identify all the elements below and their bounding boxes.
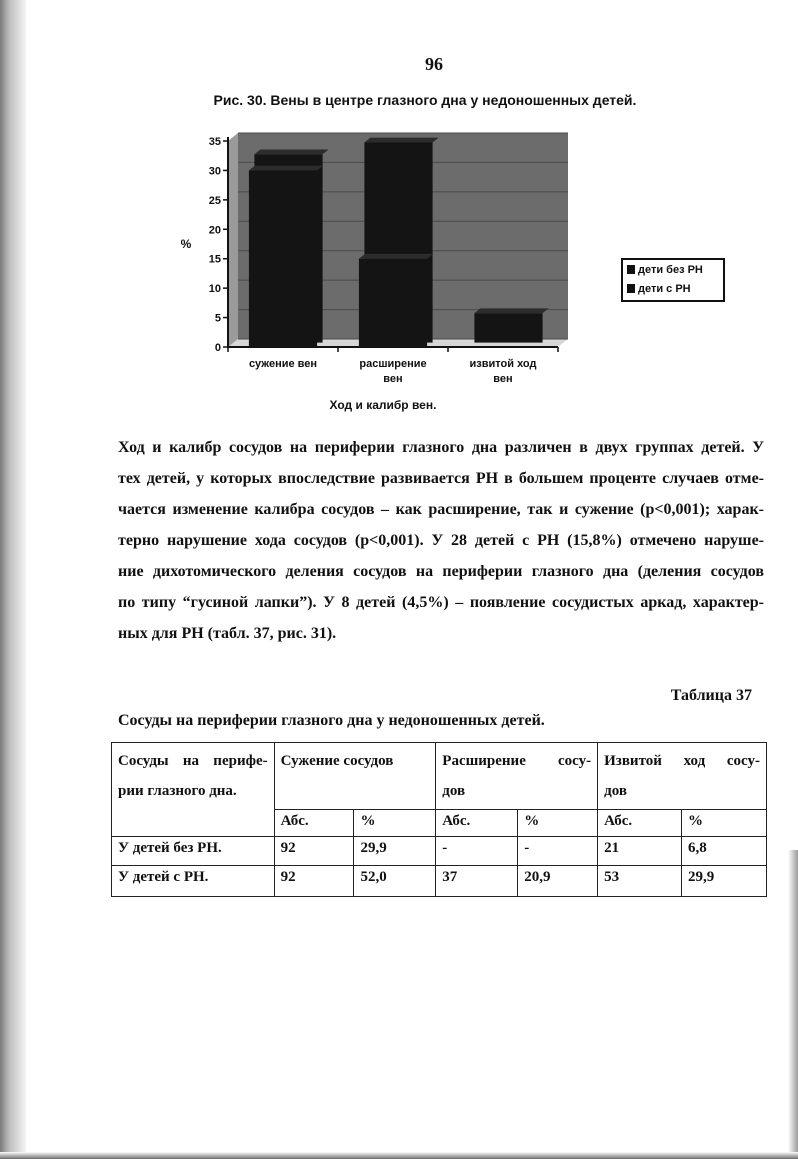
body-paragraph — [114, 432, 764, 649]
group-header-dilation — [436, 743, 598, 810]
x-tick-label: вен — [493, 373, 513, 385]
x-axis-label: Ход и калибр вен. — [329, 398, 437, 412]
legend-item-rn — [623, 279, 723, 298]
header-line — [604, 746, 760, 776]
group-header-tortuous — [598, 743, 767, 810]
bar-series-rn-top — [474, 308, 548, 313]
x-tick-label: вен — [383, 373, 403, 385]
y-tick-label: 35 — [208, 136, 221, 148]
table-cell: - — [436, 837, 518, 866]
row-header-cell — [112, 743, 275, 837]
group-header-narrowing — [274, 743, 436, 810]
scan-right-edge — [788, 850, 798, 1159]
bar-series-no-rn — [359, 259, 427, 347]
table-row — [112, 866, 767, 897]
subheader-cell: Абс. — [436, 810, 518, 837]
header-text: сосу- — [726, 753, 760, 769]
legend-swatch — [627, 265, 635, 274]
header-text: сосу- — [558, 753, 592, 769]
subheader-cell: % — [518, 810, 598, 837]
bar-series-no-rn-top — [249, 166, 323, 171]
scan-left-edge — [0, 0, 26, 1159]
subheader-cell: Абс. — [274, 810, 354, 837]
row-label: У детей без РН. — [112, 837, 275, 866]
body-line: ных для РН (табл. 37, рис. 31). — [118, 625, 337, 642]
body-line: тех детей, у которых впоследствие развивается РН в большем проценте случаев отме- — [118, 470, 764, 487]
table-label: Таблица 37 — [670, 687, 752, 704]
header-text: Извитой — [604, 753, 662, 769]
legend-label: дети с РН — [638, 282, 691, 295]
y-tick-label: 10 — [208, 283, 221, 296]
scan-bottom-edge — [0, 1152, 798, 1159]
y-tick-label: 25 — [208, 194, 221, 207]
subheader-cell: Абс. — [598, 810, 682, 837]
table-cell: 29,9 — [354, 837, 436, 866]
bar-series-rn-top — [254, 149, 328, 154]
table-cell: - — [518, 837, 598, 866]
legend-item-no-rn — [623, 260, 723, 279]
row-label: У детей с РН. — [112, 866, 275, 897]
header-text: Сосуды на перифе- — [118, 753, 268, 769]
x-tick-label: извитой ход — [469, 358, 537, 370]
header-text: рии глазного дна. — [118, 783, 237, 799]
bar-series-no-rn-top — [359, 254, 433, 259]
table-cell: 37 — [436, 866, 518, 897]
chart-plot — [181, 133, 568, 412]
body-line: терно нарушение хода сосудов (р<0,001). У 28 детей с РН (15,8%) отмечено наруше- — [118, 532, 764, 549]
legend-swatch — [627, 284, 635, 293]
y-tick-label: 20 — [208, 224, 221, 237]
data-table — [111, 742, 767, 897]
header-text: дов — [604, 783, 627, 799]
chart-legend — [621, 258, 725, 302]
y-tick-label: 15 — [208, 253, 221, 266]
table-row — [112, 837, 767, 866]
bar-series-rn-top — [364, 138, 438, 143]
x-tick-label: сужение вен — [248, 358, 318, 370]
y-tick-label: 30 — [208, 165, 221, 178]
bar-series-no-rn — [249, 170, 317, 347]
subheader-cell: % — [354, 810, 436, 837]
x-tick-label: расширение — [359, 358, 427, 370]
header-text: Расширение — [442, 753, 526, 769]
header-text: ход — [683, 753, 706, 769]
y-tick-label: 5 — [214, 312, 221, 325]
table-cell: 6,8 — [682, 837, 767, 866]
subheader-cell: % — [682, 810, 767, 837]
table-cell: 20,9 — [518, 866, 598, 897]
y-tick-label: 0 — [214, 342, 221, 354]
table-cell: 53 — [598, 866, 682, 897]
body-line: Ход и калибр сосудов на периферии глазного дна различен в двух группах детей. У — [118, 439, 764, 456]
table-cell: 92 — [274, 866, 354, 897]
body-line: чается изменение калибра сосудов – как расширение, так и сужение (р<0,001); харак- — [118, 501, 764, 518]
figure-caption: Рис. 30. Вены в центре глазного дна у недоношенных детей. — [213, 92, 637, 108]
header-line — [442, 746, 591, 776]
table-cell: 52,0 — [354, 866, 436, 897]
body-line: по типу “гусиной лапки”). У 8 детей (4,5%) – появление сосудистых аркад, характер- — [118, 594, 764, 611]
chart-side-wall — [228, 133, 238, 347]
legend-label: дети без РН — [638, 263, 703, 276]
table-title: Сосуды на периферии глазного дна у недоношенных детей. — [118, 712, 545, 729]
bar-chart — [170, 125, 590, 425]
table-cell: 92 — [274, 837, 354, 866]
page-number: 96 — [425, 54, 443, 74]
y-axis-label: % — [180, 237, 192, 251]
bar-series-rn — [474, 313, 542, 342]
body-line: ние дихотомического деления сосудов на периферии глазного дна (деления сосудов — [118, 563, 764, 580]
header-text: дов — [442, 783, 466, 799]
header-text: Сужение сосудов — [280, 753, 394, 769]
table-header-row — [112, 743, 767, 810]
table-cell: 29,9 — [682, 866, 767, 897]
table-cell: 21 — [598, 837, 682, 866]
